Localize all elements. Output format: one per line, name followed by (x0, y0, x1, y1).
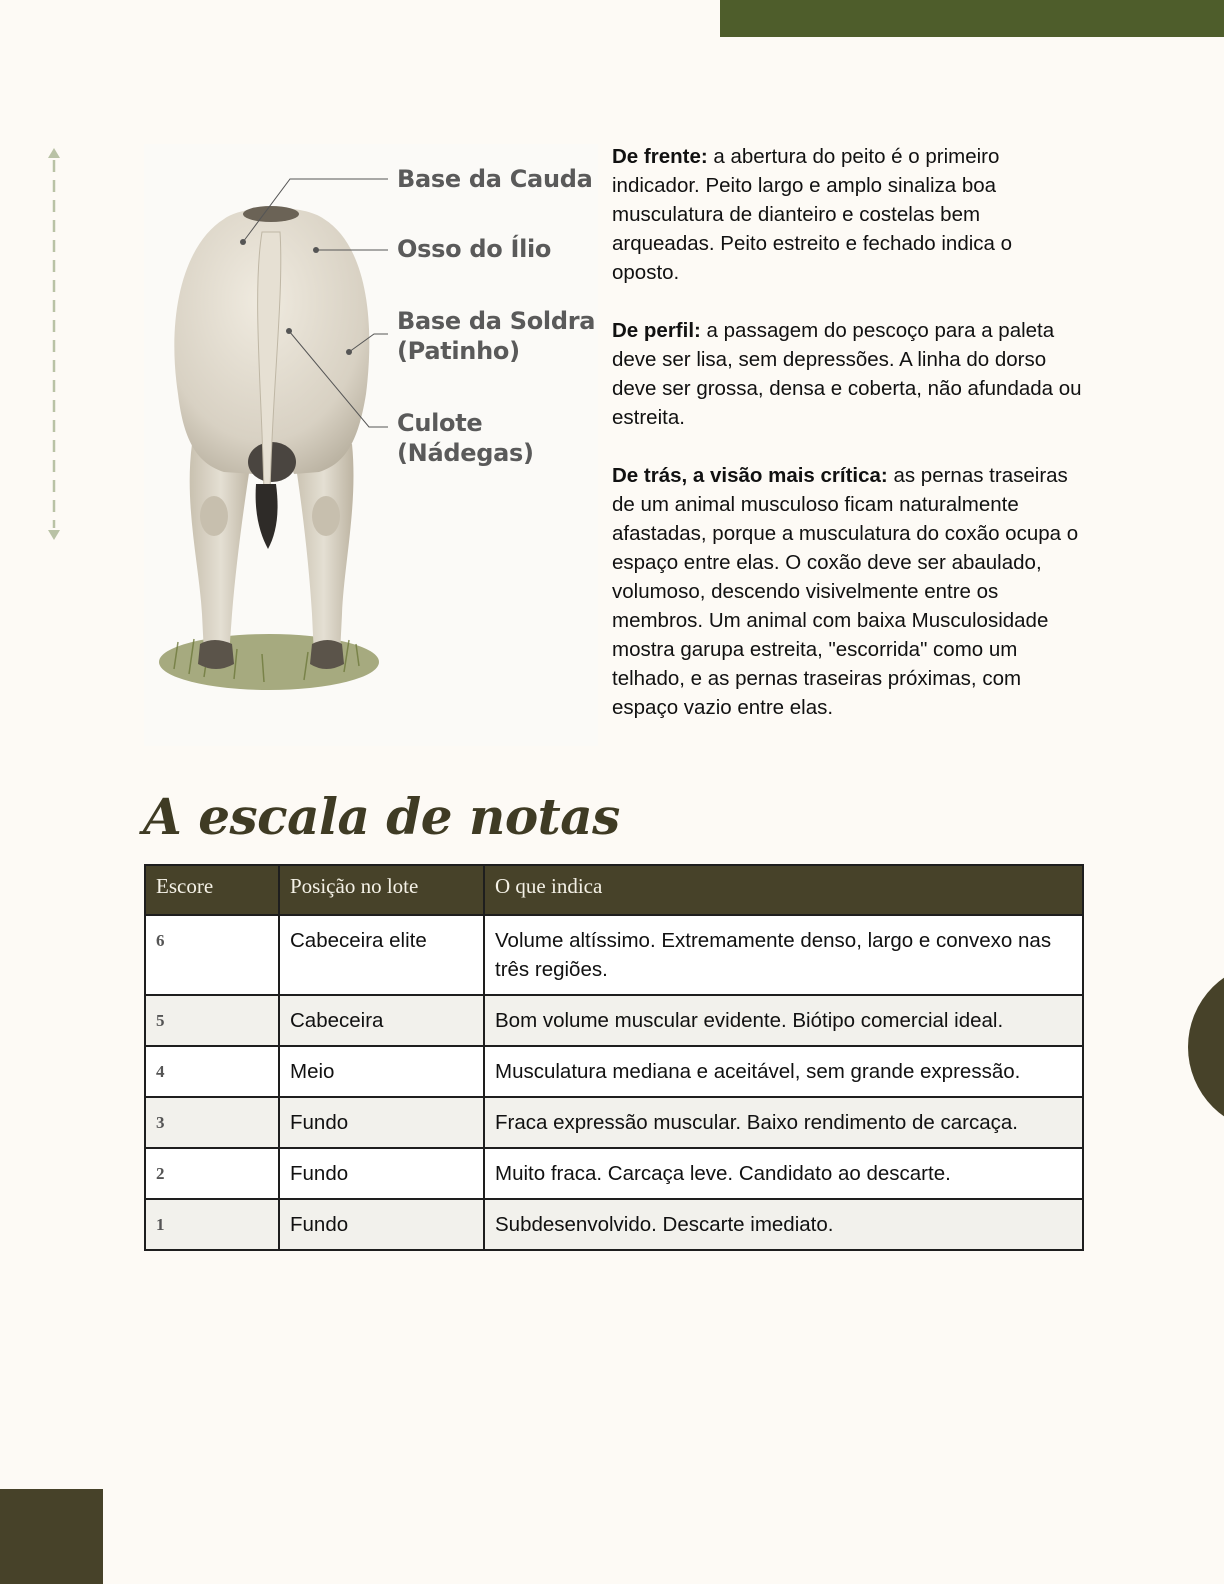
paragraph-lead: De perfil: (612, 319, 701, 342)
label-culote: Culote (Nádegas) (397, 409, 534, 467)
description-cell: Musculatura mediana e aceitável, sem grande expressão. (484, 1046, 1083, 1097)
score-cell: 4 (145, 1046, 279, 1097)
side-decorative-circle (1188, 962, 1224, 1132)
score-cell: 6 (145, 915, 279, 995)
label-base-da-soldra: Base da Soldra (Patinho) (397, 307, 596, 365)
table-header-row (145, 865, 1083, 915)
paragraph-lead: De trás, a visão mais crítica: (612, 464, 888, 487)
label-base-da-cauda: Base da Cauda (397, 165, 593, 193)
table-row (145, 1199, 1083, 1250)
header-escore: Escore (145, 865, 279, 915)
bottom-decorative-block (0, 1489, 103, 1584)
paragraph-front-view (612, 142, 1082, 287)
header-posicao: Posição no lote (279, 865, 484, 915)
position-cell: Cabeceira elite (279, 915, 484, 995)
header-o-que-indica: O que indica (484, 865, 1083, 915)
description-cell: Muito fraca. Carcaça leve. Candidato ao descarte. (484, 1148, 1083, 1199)
paragraph-rear-view (612, 461, 1082, 722)
section-title: A escala de notas (143, 787, 620, 846)
cattle-rear-illustration (144, 144, 598, 746)
score-cell: 3 (145, 1097, 279, 1148)
score-scale-table (144, 864, 1084, 1251)
description-cell: Volume altíssimo. Extremamente denso, largo e convexo nas três regiões. (484, 915, 1083, 995)
description-cell: Bom volume muscular evidente. Biótipo comercial ideal. (484, 995, 1083, 1046)
description-cell: Subdesenvolvido. Descarte imediato. (484, 1199, 1083, 1250)
vertical-dashed-arrow (48, 148, 60, 540)
score-cell: 1 (145, 1199, 279, 1250)
description-cell: Fraca expressão muscular. Baixo rendimento de carcaça. (484, 1097, 1083, 1148)
table-row (145, 1097, 1083, 1148)
table-row (145, 995, 1083, 1046)
table-row (145, 915, 1083, 995)
paragraph-body: a abertura do peito é o primeiro indicador. Peito largo e amplo sinaliza boa musculatura de dianteiro e costelas bem arqueadas. Peito estreito e fechado indica o oposto. (612, 145, 1013, 284)
table-row (145, 1046, 1083, 1097)
position-cell: Fundo (279, 1199, 484, 1250)
paragraph-body: a passagem do pescoço para a paleta deve ser lisa, sem depressões. A linha do dorso deve ser grossa, densa e coberta, não afundada ou estreita. (612, 319, 1082, 429)
position-cell: Cabeceira (279, 995, 484, 1046)
position-cell: Fundo (279, 1148, 484, 1199)
position-cell: Fundo (279, 1097, 484, 1148)
label-osso-do-ilio: Osso do Ílio (397, 235, 552, 263)
paragraph-lead: De frente: (612, 145, 708, 168)
paragraph-body: as pernas traseiras de um animal musculoso ficam naturalmente afastadas, porque a musculatura do coxão ocupa o espaço entre elas. O coxão deve ser abaulado, volumoso, descendo visivelmente entre os membros. Um animal com baixa Musculosidade mostra garupa estreita, "escorrida" como um telhado, e as pernas traseiras próximas, com espaço vazio entre elas. (612, 464, 1079, 719)
score-cell: 5 (145, 995, 279, 1046)
position-cell: Meio (279, 1046, 484, 1097)
top-accent-bar (720, 0, 1224, 37)
table-row (145, 1148, 1083, 1199)
score-cell: 2 (145, 1148, 279, 1199)
paragraph-profile-view (612, 316, 1082, 432)
explanation-text (612, 142, 1082, 751)
